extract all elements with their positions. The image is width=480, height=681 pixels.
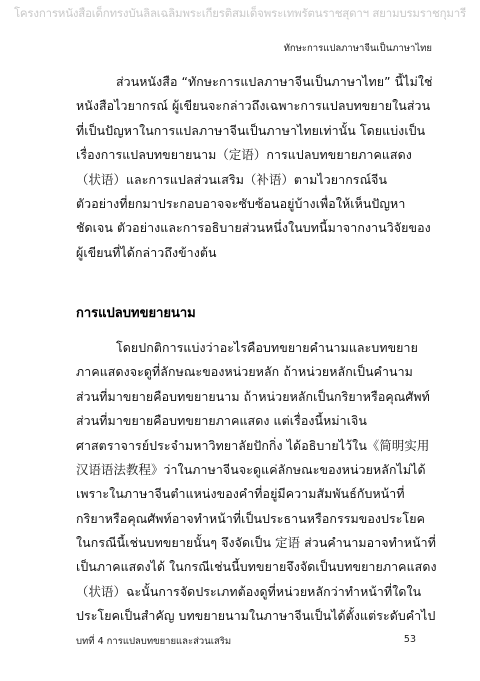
body-line: ศาสตราจารย์ประจำมหาวิทยาลัยปักกิ่ง ได้อธิบายไว้ใน《简明实用 xyxy=(76,438,430,453)
body-line: ตัวอย่างที่ยกมาประกอบอาจจะซับซ้อนอยู่บ้างเพื่อให้เห็นปัญหา xyxy=(76,196,406,211)
body-line: ส่วนที่มาขยายคือบทขยายนาม ถ้าหน่วยหลักเป็นกริยาหรือคุณศัพท์ xyxy=(76,389,430,404)
running-head: ทักษะการแปลภาษาจีนเป็นภาษาไทย xyxy=(283,43,432,54)
body-line: โดยปกติการแบ่งว่าอะไรคือบทขยายคำนามและบทขยาย xyxy=(116,340,418,355)
watermark-text: โครงการหนังสือเด็กทรงบันลิลเฉลิมพระเกียรติสมเด็จพระเทพรัตนราชสุดาฯ สยามบรมราชกุมารี xyxy=(13,6,467,20)
body-line: เพราะในภาษาจีนตำแหน่งของคำที่อยู่มีความสัมพันธ์กับหน้าที่ xyxy=(76,486,405,501)
page-number: 53 xyxy=(403,634,416,645)
body-line: ชัดเจน ตัวอย่างและการอธิบายส่วนหนึ่งในบทนี้มาจากงานวิจัยของ xyxy=(76,220,431,235)
body-line: หนังสือไวยากรณ์ ผู้เขียนจะกล่าวถึงเฉพาะการแปลบทขยายในส่วน xyxy=(76,98,431,113)
body-line: ภาคแสดงจะดูที่ลักษณะของหน่วยหลัก ถ้าหน่วยหลักเป็นคำนาม xyxy=(76,364,413,379)
body-line: เรื่องการแปลบทขยายนาม（定语）การแปลบทขยายภาคแสดง xyxy=(76,147,412,162)
body-line: ประโยคเป็นสำคัญ บทขยายนามในภาษาจีนเป็นได้ตั้งแต่ระดับคำไป xyxy=(76,608,436,623)
body-line: （状语）และการแปลส่วนเสริม（补语）ตามไวยากรณ์จีน xyxy=(76,172,388,187)
body-line: 汉语语法教程》ว่าในภาษาจีนจะดูแค่ลักษณะของหน่วยหลักไม่ได้ xyxy=(76,462,426,477)
body-line: ที่เป็นปัญหาในการแปลภาษาจีนเป็นภาษาไทยเท่านั้น โดยแบ่งเป็น xyxy=(76,123,426,138)
body-line: ในกรณีนี้เช่นบทขยายนั้นๆ จึงจัดเป็น 定语 ส่วนคำนามอาจทำหน้าที่ xyxy=(76,535,436,550)
body-line: ส่วนที่มาขยายคือบทขยายภาคแสดง แต่เรื่องนี้หม่าเจิน xyxy=(76,413,367,428)
body-line: ผู้เขียนที่ได้กล่าวถึงข้างต้น xyxy=(76,245,217,260)
body-line: ส่วนหนังสือ “ทักษะการแปลภาษาจีนเป็นภาษาไทย” นี้ไม่ใช่ xyxy=(116,74,433,89)
body-line: กริยาหรือคุณศัพท์อาจทำหน้าที่เป็นประธานหรือกรรมของประโยค xyxy=(76,511,425,526)
body-line: （状语）ฉะนั้นการจัดประเภทต้องดูที่หน่วยหลักว่าทำหน้าที่ใดใน xyxy=(76,584,422,599)
footer-chapter: บทที่ 4 การแปลบทขยายและส่วนเสริม xyxy=(76,636,232,647)
body-line: เป็นภาคแสดงได้ ในกรณีเช่นนี้บทขยายจึงจัดเป็นบทขยายภาคแสดง xyxy=(76,559,437,574)
section-heading: การแปลบทขยายนาม xyxy=(76,306,196,321)
